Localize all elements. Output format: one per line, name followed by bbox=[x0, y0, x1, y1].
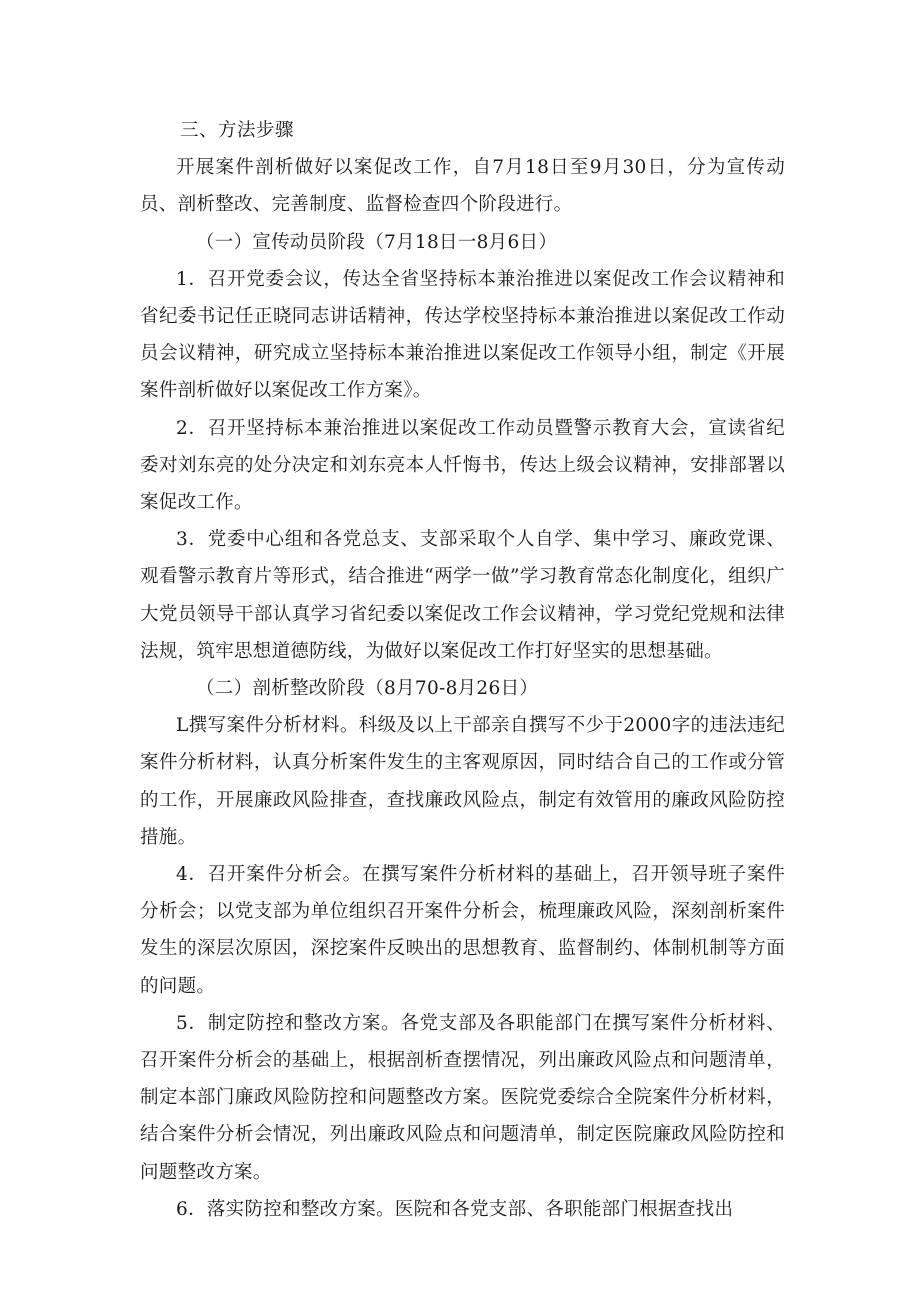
phase1-item-3: 3．党委中心组和各党总支、支部采取个人自学、集中学习、廉政党课、观看警示教育片等形式，结合推进“两学一做”学习教育常态化制度化，组织广大党员领导干部认真学习省纪委以案促改工作会议精神，学习党纪党规和法律法规，筑牢思想道德防线，为做好以案促改工作打好坚实的思想基础。 bbox=[140, 529, 785, 662]
phase1-item-1: 1．召开党委会议，传达全省坚持标本兼治推进以案促改工作会议精神和省纪委书记任正晓同志讲话精神，传达学校坚持标本兼治推进以案促改工作动员会议精神，研究成立坚持标本兼治推进以案促改工作领导小组，制定《开展案件剖析做好以案促改工作方案》。 bbox=[140, 268, 785, 402]
phase2-item-1: L撰写案件分析材料。科级及以上干部亲自撰写不少于2000字的违法违纪案件分析材料，认真分析案件发生的主客观原因，同时结合自己的工作或分管的工作，开展廉政风险排查，查找廉政风险点，制定有效管用的廉政风险防控措施。 bbox=[140, 715, 785, 848]
phase2-item-6: 6．落实防控和整改方案。医院和各党支部、各职能部门根据查找出 bbox=[176, 1198, 734, 1220]
intro-paragraph: 开展案件剖析做好以案促改工作，自7月18日至9月30日，分为宣传动员、剖析整改、完善制度、监督检查四个阶段进行。 bbox=[140, 157, 785, 216]
phase2-item-4: 4．召开案件分析会。在撰写案件分析材料的基础上，召开领导班子案件分析会；以党支部为单位组织召开案件分析会，梳理廉政风险，深刻剖析案件发生的深层次原因，深挖案件反映出的思想教育、监督制约、体制机制等方面的问题。 bbox=[140, 864, 785, 997]
phase1-heading: （一）宣传动员阶段（7月18日一8月6日） bbox=[196, 231, 558, 253]
phase2-heading: （二）剖析整改阶段（8月70-8月26日） bbox=[196, 678, 539, 700]
phase2-item-5: 5．制定防控和整改方案。各党支部及各职能部门在撰写案件分析材料、召开案件分析会的基础上，根据剖析查摆情况，列出廉政风险点和问题清单，制定本部门廉政风险防控和问题整改方案。医院党委综合全院案件分析材料，结合案件分析会情况，列出廉政风险点和问题清单，制定医院廉政风险防控和问题整改方案。 bbox=[140, 1012, 785, 1183]
document-body bbox=[140, 112, 785, 1228]
section-title: 三、方法步骤 bbox=[180, 120, 295, 141]
phase1-item-2: 2．召开坚持标本兼治推进以案促改工作动员暨警示教育大会，宣读省纪委对刘东亮的处分决定和刘东亮本人忏悔书，传达上级会议精神，安排部署以案促改工作。 bbox=[140, 417, 785, 514]
